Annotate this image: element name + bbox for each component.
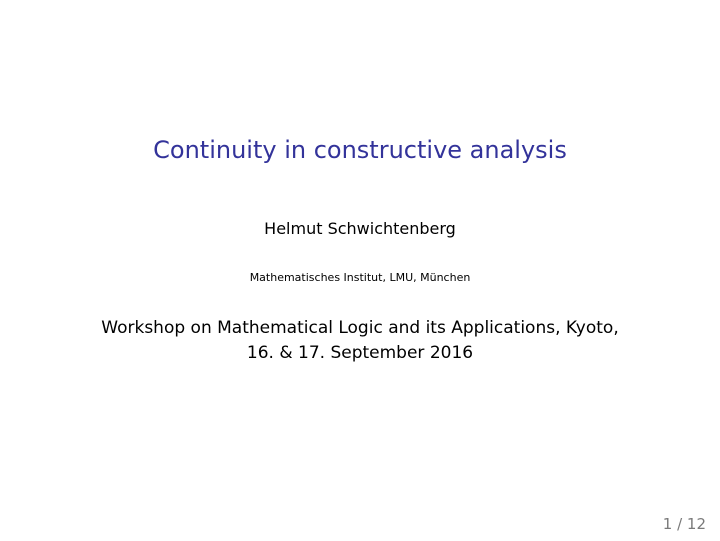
event-line-1: Workshop on Mathematical Logic and its Applications, Kyoto, <box>101 318 619 338</box>
institute-affiliation: Mathematisches Institut, LMU, München <box>249 271 471 284</box>
event-info <box>0 316 720 366</box>
event-line-2: 16. & 17. September 2016 <box>246 343 474 363</box>
author-name: Helmut Schwichtenberg <box>264 219 456 238</box>
page-number: 1 / 12 <box>662 515 706 533</box>
slide-title: Continuity in constructive analysis <box>153 136 567 164</box>
